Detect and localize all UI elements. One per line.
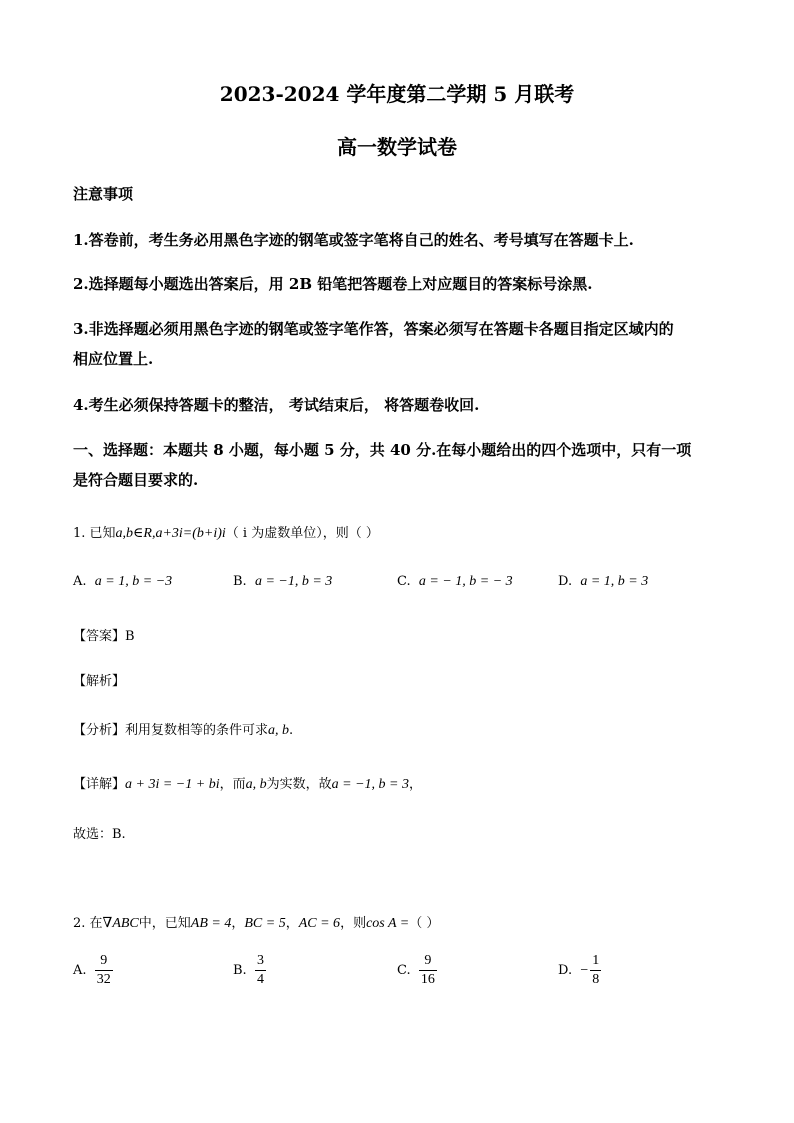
q1-suffix: （ i 为虚数单位），则（ ） (225, 526, 379, 541)
detail-tag: 【详解】 (73, 777, 126, 792)
q2-option-b (233, 952, 266, 989)
q2-suffix: （ ） (409, 916, 440, 931)
option-label: A. (73, 963, 87, 978)
detail-text-2: 为实数，故 (266, 777, 332, 792)
option-fraction (419, 952, 437, 989)
fraction-denominator: 8 (592, 972, 600, 987)
detail-math-2: a, b (245, 777, 267, 792)
option-label: B. (233, 574, 247, 589)
exam-title: 2023-2024 学年度第二学期 5 月联考 (219, 82, 575, 106)
q1-fenxi (73, 719, 293, 739)
q1-option-a (73, 574, 172, 590)
q2-bc: BC = 5 (244, 916, 286, 931)
note-item-3: 3.非选择题必须用黑色字迹的钢笔或签字笔作答，答案必须写在答题卡各题目指定区域内的 (73, 320, 674, 338)
note-item-2: 2.选择题每小题选出答案后，用 2B 铅笔把答题卷上对应题目的答案标号涂黑. (73, 275, 593, 293)
detail-end: ， (408, 777, 422, 792)
q2-mid2: ，则 (340, 916, 367, 931)
q1-prefix: 1. 已知 (73, 526, 116, 541)
option-label: C. (397, 574, 411, 589)
q2-prefix: 2. 在 (73, 916, 103, 931)
answer-tag: 【答案】 (73, 629, 126, 644)
option-fraction (255, 952, 266, 989)
q1-choose: 故选：B. (73, 827, 126, 842)
detail-math-3: a = −1, b = 3 (331, 777, 409, 792)
option-fraction (95, 952, 113, 989)
minus-sign: − (580, 962, 589, 978)
exam-subtitle: 高一数学试卷 (337, 135, 457, 159)
q1-answer (73, 625, 135, 644)
option-label: D. (558, 574, 573, 589)
q2-sep2: ， (285, 916, 299, 931)
section1-line1: 一、选择题：本题共 8 小题，每小题 5 分，共 40 分.在每小题给出的四个选项中，只有一项 (73, 441, 692, 459)
q1-detail (73, 773, 422, 793)
option-label: D. (558, 963, 573, 978)
q2-mid1: 中，已知 (138, 916, 191, 931)
fenxi-text: 利用复数相等的条件可求 (125, 723, 269, 738)
fenxi-tag: 【分析】 (73, 723, 126, 738)
q1-analysis-tag: 【解析】 (73, 674, 126, 689)
option-label: A. (73, 574, 87, 589)
option-math: a = 1, b = −3 (94, 574, 173, 589)
note-item-3-cont: 相应位置上. (73, 350, 154, 368)
q2-option-d (558, 952, 601, 989)
answer-value: B (125, 629, 135, 644)
detail-math-1: a + 3i = −1 + bi (125, 777, 220, 792)
q2-option-a (73, 952, 113, 989)
fenxi-end: . (289, 723, 294, 738)
notes-heading: 注意事项 (73, 185, 134, 203)
option-math: a = − 1, b = − 3 (418, 574, 513, 589)
q1-option-b (233, 574, 332, 590)
q2-triangle: ∇ABC (102, 916, 139, 931)
q1-math: a,b∈R,a+3i=(b+i)i (115, 526, 226, 541)
fraction-denominator: 16 (420, 972, 435, 987)
note-item-4: 4.考生必须保持答题卡的整洁， 考试结束后， 将答题卷收回. (73, 396, 480, 414)
q2-option-c (397, 952, 437, 989)
q1-stem (73, 522, 379, 542)
option-label: B. (233, 963, 247, 978)
fraction-numerator: 9 (424, 953, 432, 968)
fraction-denominator: 4 (256, 972, 264, 987)
section1-line2: 是符合题目要求的. (73, 471, 199, 489)
fraction-numerator: 1 (592, 953, 600, 968)
fraction-numerator: 3 (256, 953, 264, 968)
fraction-numerator: 9 (100, 953, 108, 968)
q1-option-c (397, 574, 513, 590)
option-math: a = 1, b = 3 (580, 574, 649, 589)
option-math: a = −1, b = 3 (254, 574, 333, 589)
fraction-denominator: 32 (96, 972, 111, 987)
detail-text-1: ，而 (219, 777, 246, 792)
fenxi-math: a, b (268, 723, 290, 738)
note-item-1: 1.答卷前，考生务必用黑色字迹的钢笔或签字笔将自己的姓名、考号填写在答题卡上. (73, 231, 634, 249)
q2-sep1: ， (231, 916, 245, 931)
q1-option-d (558, 574, 648, 590)
q2-ac: AC = 6 (298, 916, 341, 931)
q2-stem (73, 912, 439, 932)
q2-cos: cos A = (366, 916, 410, 931)
option-label: C. (397, 963, 411, 978)
option-fraction (590, 952, 601, 989)
q2-ab: AB = 4 (190, 916, 232, 931)
